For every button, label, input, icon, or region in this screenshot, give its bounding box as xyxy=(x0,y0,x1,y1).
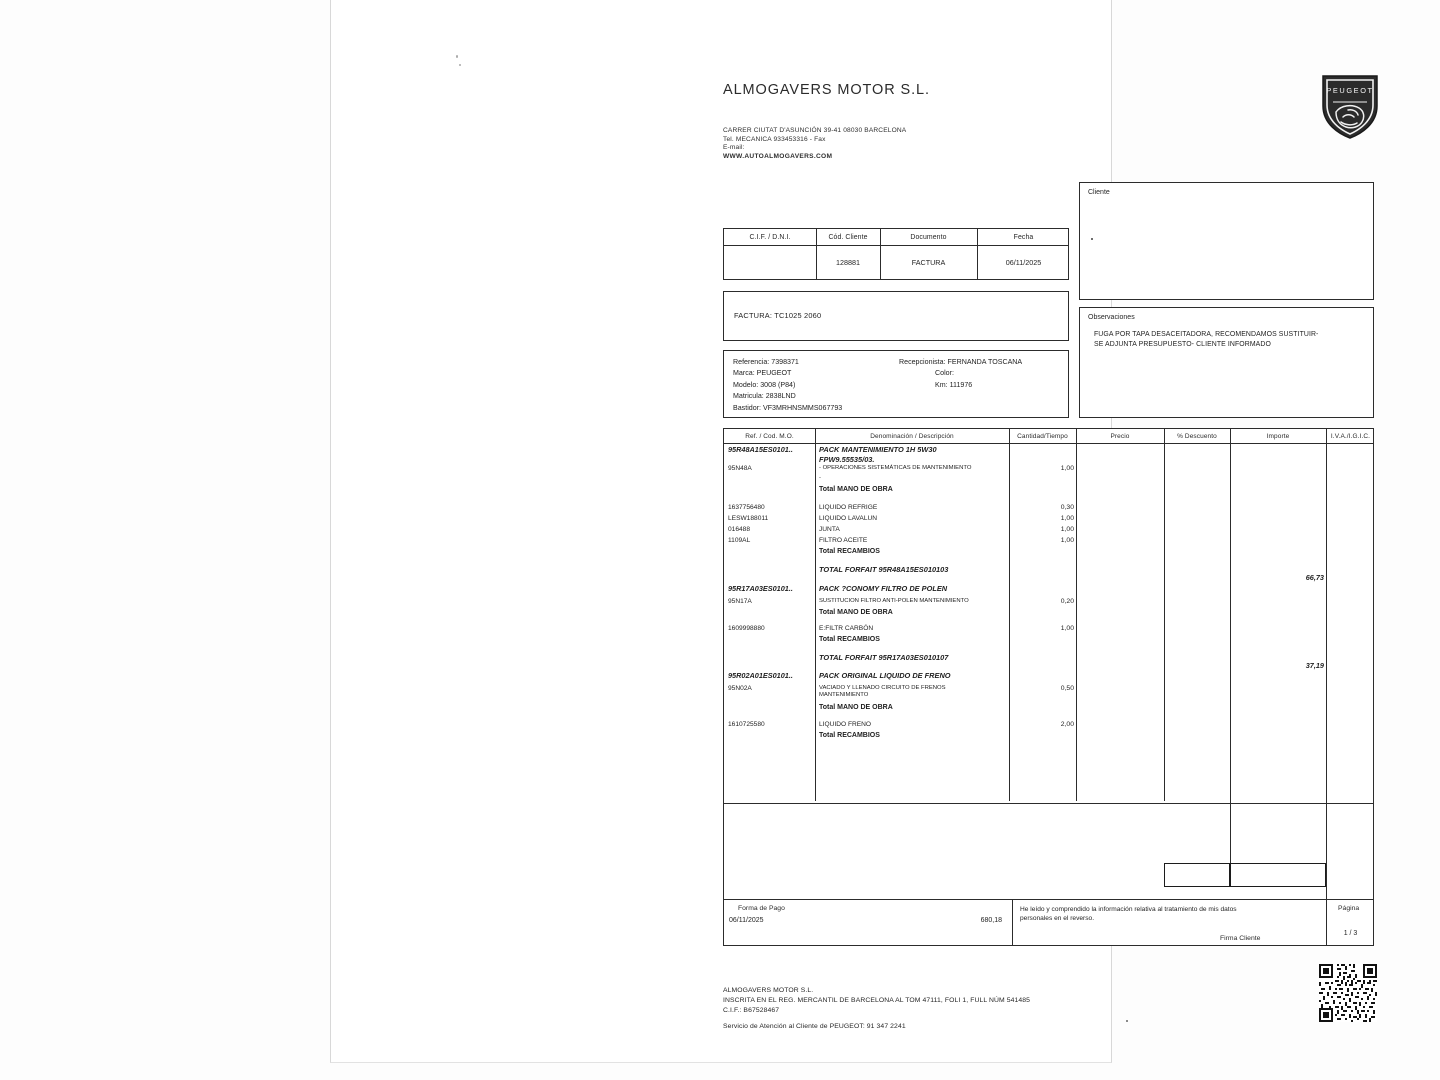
row-cantidad: 1,00 xyxy=(1060,515,1074,522)
row-denominacion: Total RECAMBIOS xyxy=(819,732,880,739)
row-importe: 37,19 xyxy=(1305,661,1324,670)
col-header-ref: Ref. / Cod. M.O. xyxy=(745,432,794,440)
row-denominacion: MANTENIMIENTO xyxy=(819,692,869,698)
legal-line-3: C.I.F.: B67528467 xyxy=(723,1006,780,1014)
vehicle-modelo-row xyxy=(733,380,842,391)
value-documento: FACTURA xyxy=(911,258,946,267)
invoice-page xyxy=(330,0,1374,1063)
vehicle-left-column xyxy=(733,357,842,414)
vehicle-matricula-label: Matricula: xyxy=(733,392,764,401)
header-documento: Documento xyxy=(910,233,947,241)
row-denominacion: PACK ?CONOMY FILTRO DE POLEN xyxy=(819,584,948,593)
vehicle-marca-value: PEUGEOT xyxy=(756,369,792,378)
divider xyxy=(724,803,1373,804)
consent-line-1: He leído y comprendido la información relativa al tratamiento de mis datos xyxy=(1020,906,1237,913)
row-ref: 95N17A xyxy=(728,598,752,605)
company-email: E-mail: xyxy=(723,144,745,152)
col-header-iva: I.V.A./I.G.I.C. xyxy=(1330,432,1371,440)
forma-de-pago-date: 06/11/2025 xyxy=(729,917,764,924)
row-ref: 1637756480 xyxy=(728,504,765,511)
row-denominacion: LIQUIDO REFRIGE xyxy=(819,504,878,511)
divider xyxy=(1012,900,1013,945)
vehicle-bastidor-label: Bastidor: xyxy=(733,403,761,412)
row-ref: 016488 xyxy=(728,526,751,533)
vehicle-matricula-row xyxy=(733,391,842,402)
vehicle-right-column xyxy=(899,357,1022,391)
total-amount: 680,18 xyxy=(980,917,1002,924)
vehicle-info-box xyxy=(723,350,1069,418)
totals-box-importe xyxy=(1230,863,1326,887)
vehicle-marca-row xyxy=(733,368,842,379)
row-ref: 1610725580 xyxy=(728,721,765,728)
row-ref: 95N48A xyxy=(728,465,752,472)
row-ref: 95R02A01ES0101.. xyxy=(728,671,793,680)
value-cif xyxy=(724,245,816,280)
header-fecha: Fecha xyxy=(1013,233,1034,241)
row-denominacion: SUSTITUCION FILTRO ANTI-POLEN MANTENIMIENTO xyxy=(819,598,969,604)
row-denominacion: PACK MANTENIMIENTO 1H 5W30 xyxy=(819,445,937,454)
row-ref: 95N02A xyxy=(728,685,752,692)
consent-text xyxy=(1020,905,1318,924)
row-denominacion: E:FILTR CARBÓN xyxy=(819,625,874,632)
spacer xyxy=(723,1015,1030,1022)
observaciones-box xyxy=(1079,307,1374,418)
legal-footer xyxy=(723,986,1030,1032)
vehicle-referencia-value: 7398371 xyxy=(771,358,799,366)
consent-line-2: personales en el reverso. xyxy=(1020,915,1095,923)
row-cantidad: 0,20 xyxy=(1060,598,1074,605)
divider xyxy=(1326,900,1327,945)
row-denominacion: FILTRO ACEITE xyxy=(819,537,868,544)
row-ref: 1109AL xyxy=(728,537,751,544)
row-denominacion: - xyxy=(819,475,821,481)
peugeot-logo-icon xyxy=(1319,72,1381,140)
col-header-importe: Importe xyxy=(1266,432,1290,440)
row-denominacion: JUNTA xyxy=(819,526,840,533)
company-name: ALMOGAVERS MOTOR S.L. xyxy=(723,82,930,98)
vehicle-bastidor-value: VF3MRHNSMMS067793 xyxy=(762,403,843,412)
vehicle-km-label: Km: xyxy=(935,380,948,389)
vehicle-modelo-value: 3008 (P84) xyxy=(760,380,796,389)
vehicle-recepcionista-value: FERNANDA TOSCANA xyxy=(947,358,1023,366)
footer-bar xyxy=(723,899,1374,946)
document-info-table xyxy=(723,228,1069,280)
pagina-value: 1 / 3 xyxy=(1343,930,1358,937)
svg-text:PEUGEOT: PEUGEOT xyxy=(1326,86,1374,95)
row-cantidad: 1,00 xyxy=(1060,465,1074,472)
scan-speck xyxy=(459,64,461,66)
vehicle-matricula-value: 2838LND xyxy=(765,392,796,401)
qr-code-icon xyxy=(1319,964,1377,1022)
totals-box-descuento xyxy=(1164,863,1230,887)
row-denominacion: TOTAL FORFAIT 95R17A03ES010107 xyxy=(819,653,949,662)
row-denominacion: LIQUIDO LAVALUN xyxy=(819,515,878,522)
col-header-precio: Precio xyxy=(1110,432,1130,440)
observaciones-line-2: SE ADJUNTA PRESUPUESTO- CLIENTE INFORMADO xyxy=(1094,340,1271,348)
company-address-block xyxy=(723,127,906,161)
invoice-number: FACTURA: TC1025 2060 xyxy=(734,311,822,320)
vehicle-referencia-label: Referencia: xyxy=(733,358,770,366)
row-importe: 66,73 xyxy=(1305,573,1324,582)
pagina-label: Página xyxy=(1338,905,1360,912)
observaciones-text xyxy=(1094,330,1365,349)
col-header-descuento: % Descuento xyxy=(1177,432,1217,440)
vehicle-recepcionista-label: Recepcionista: xyxy=(899,358,946,366)
vehicle-referencia-row xyxy=(733,357,842,368)
row-denominacion: TOTAL FORFAIT 95R48A15ES010103 xyxy=(819,565,949,574)
row-ref: 95R48A15ES0101.. xyxy=(728,445,793,454)
cliente-mark xyxy=(1091,238,1093,240)
legal-line-2: INSCRITA EN EL REG. MERCANTIL DE BARCELONA AL TOM 47111, FOLI 1, FULL NÚM 541485 xyxy=(723,996,1031,1004)
row-denominacion: Total MANO DE OBRA xyxy=(819,609,893,616)
row-denominacion: LIQUIDO FRENO xyxy=(819,721,872,728)
scan-speck xyxy=(1126,1020,1128,1022)
invoice-number-box xyxy=(723,291,1069,341)
vehicle-recepcionista-row xyxy=(899,357,1022,368)
row-ref: LESW188011 xyxy=(728,515,769,522)
row-ref: 1609998880 xyxy=(728,625,765,632)
col-header-denominacion: Denominación / Descripción xyxy=(870,432,954,440)
row-denominacion: - OPERACIONES SISTEMÁTICAS DE MANTENIMIENTO xyxy=(819,465,972,471)
row-denominacion: Total MANO DE OBRA xyxy=(819,486,893,493)
vehicle-color-label: Color: xyxy=(935,369,954,378)
vehicle-km-value: 111976 xyxy=(949,380,973,389)
vehicle-bastidor-row xyxy=(733,403,842,414)
firma-cliente-label: Firma Cliente xyxy=(1220,935,1261,942)
vehicle-color-row xyxy=(899,368,1022,379)
vehicle-km-row xyxy=(899,380,1022,391)
row-cantidad: 1,00 xyxy=(1060,625,1074,632)
row-cantidad: 0,50 xyxy=(1060,685,1074,692)
totals-summary-area xyxy=(724,803,1373,899)
scan-speck xyxy=(456,55,458,58)
forma-de-pago-label: Forma de Pago xyxy=(738,905,785,912)
cliente-title: Cliente xyxy=(1088,189,1110,196)
row-cantidad: 2,00 xyxy=(1060,721,1074,728)
row-cantidad: 1,00 xyxy=(1060,526,1074,533)
legal-line-4: Servicio de Atención al Cliente de PEUGEOT: 91 347 2241 xyxy=(723,1023,906,1031)
header-cod-cliente: Cód. Cliente xyxy=(828,233,868,241)
row-cantidad: 0,30 xyxy=(1060,504,1074,511)
company-street: CARRER CIUTAT D'ASUNCIÓN 39-41 08030 BARCELONA xyxy=(723,127,907,134)
row-ref: 95R17A03ES0101.. xyxy=(728,584,793,593)
row-denominacion: Total RECAMBIOS xyxy=(819,636,880,643)
row-denominacion: PACK ORIGINAL LIQUIDO DE FRENO xyxy=(819,671,951,680)
header-cif: C.I.F. / D.N.I. xyxy=(749,233,791,241)
row-denominacion: VACIADO Y LLENADO CIRCUITO DE FRENOS xyxy=(819,685,946,691)
vehicle-modelo-label: Modelo: xyxy=(733,380,759,389)
company-phone: Tel. MECANICA 933453316 - Fax xyxy=(723,135,826,143)
row-cantidad: 1,00 xyxy=(1060,537,1074,544)
observaciones-line-1: FUGA POR TAPA DESACEITADORA, RECOMENDAMOS SUSTITUIR- xyxy=(1094,331,1319,338)
value-cod-cliente: 128881 xyxy=(836,258,860,267)
vehicle-marca-label: Marca: xyxy=(733,369,755,378)
company-website: WWW.AUTOALMOGAVERS.COM xyxy=(723,152,833,160)
observaciones-title: Observaciones xyxy=(1088,314,1135,321)
legal-line-1: ALMOGAVERS MOTOR S.L. xyxy=(723,987,814,994)
col-header-cantidad: Cantidad/Tiempo xyxy=(1017,432,1068,440)
value-fecha: 06/11/2025 xyxy=(1005,258,1042,267)
row-denominacion: Total RECAMBIOS xyxy=(819,548,880,555)
cliente-box xyxy=(1079,182,1374,300)
row-denominacion: FPW9.55535/03. xyxy=(819,455,875,464)
items-table xyxy=(723,428,1374,900)
items-rows-area xyxy=(724,443,1373,803)
row-denominacion: Total MANO DE OBRA xyxy=(819,704,893,711)
